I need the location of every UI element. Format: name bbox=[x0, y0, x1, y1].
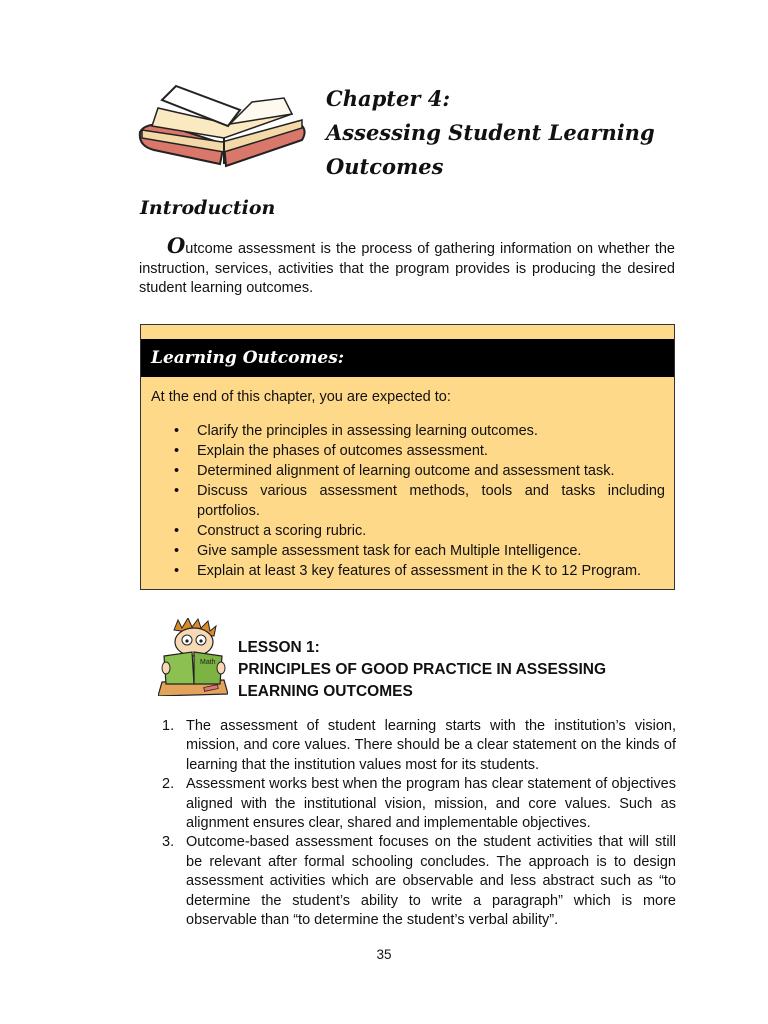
list-item: • Explain the phases of outcomes assessment. bbox=[197, 441, 665, 461]
list-number: 2. bbox=[162, 776, 175, 793]
lesson-number: LESSON 1: bbox=[238, 639, 320, 656]
chapter-title-line-2: Outcomes bbox=[326, 154, 444, 179]
introduction-heading: Introduction bbox=[140, 197, 276, 219]
lesson-title bbox=[238, 637, 678, 703]
list-text: The assessment of student learning starts with the institution’s vision, mission, and core values. There should be a clear statement on the kinds of learning that the institution values most for its students. bbox=[186, 718, 676, 773]
drop-cap: O bbox=[167, 233, 186, 258]
list-number: 3. bbox=[162, 834, 175, 851]
learning-outcomes-intro: At the end of this chapter, you are expected to: bbox=[151, 389, 451, 405]
list-item bbox=[162, 717, 676, 775]
chapter-title-line-1: Assessing Student Learning bbox=[326, 120, 655, 145]
learning-outcomes-box bbox=[140, 324, 675, 590]
list-item: • Discuss various assessment methods, tools and tasks including portfolios. bbox=[197, 481, 665, 521]
lesson-title-line-1: PRINCIPLES OF GOOD PRACTICE IN ASSESSING bbox=[238, 661, 607, 678]
list-item bbox=[162, 833, 676, 930]
list-text: Assessment works best when the program has clear statement of objectives aligned with the institutional vision, mission, and core values. Such as alignment ensures clear, shared and implementable objectives. bbox=[186, 776, 676, 832]
introduction-paragraph bbox=[139, 233, 675, 299]
list-item: • Construct a scoring rubric. bbox=[197, 521, 665, 541]
lesson-title-line-2: LEARNING OUTCOMES bbox=[238, 683, 413, 700]
list-number: 1. bbox=[162, 718, 175, 734]
chapter-number: Chapter 4: bbox=[326, 86, 451, 111]
principles-list bbox=[162, 717, 676, 930]
list-item: • Give sample assessment task for each Multiple Intelligence. bbox=[197, 541, 665, 561]
list-item: • Clarify the principles in assessing learning outcomes. bbox=[197, 421, 665, 441]
learning-outcomes-list bbox=[197, 421, 665, 581]
introduction-text: utcome assessment is the process of gathering information on whether the instruction, services, activities that the program provides is producing the desired student learning outcomes. bbox=[139, 241, 675, 296]
chapter-title bbox=[326, 82, 706, 184]
list-item: • Determined alignment of learning outcome and assessment task. bbox=[197, 461, 665, 481]
list-text: Outcome-based assessment focuses on the student activities that will still be relevant after formal schooling concludes. The approach is to design assessment activities which are observable and less abstract such as “to determine the student’s ability to write a paragraph” which is more observable than “to determine the student’s verbal ability”. bbox=[186, 834, 676, 929]
list-item bbox=[162, 775, 676, 833]
list-item: • Explain at least 3 key features of assessment in the K to 12 Program. bbox=[197, 561, 665, 581]
book-cover-label: Math bbox=[200, 659, 216, 666]
learning-outcomes-heading: Learning Outcomes: bbox=[141, 339, 674, 377]
student-reading-illustration bbox=[158, 618, 228, 696]
page-number: 35 bbox=[376, 947, 392, 962]
open-book-illustration bbox=[132, 80, 312, 172]
